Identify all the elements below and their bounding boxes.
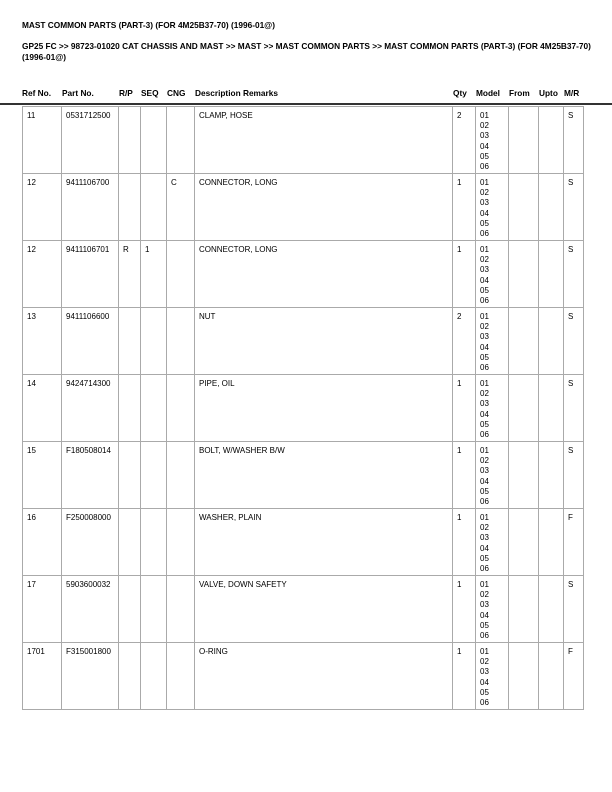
cell-part: 9411106600	[62, 308, 119, 375]
model-code: 03	[480, 399, 489, 409]
model-code: 02	[480, 657, 489, 667]
cell-part: F315001800	[62, 643, 119, 710]
column-header: Upto	[539, 88, 558, 98]
cell-mr: S	[564, 576, 584, 643]
cell-rp	[119, 174, 141, 241]
model-code: 06	[480, 497, 489, 507]
cell-cng	[167, 576, 195, 643]
table-row	[23, 107, 584, 174]
column-header: Model	[476, 88, 500, 98]
cell-seq	[141, 442, 167, 509]
cell-models	[476, 643, 509, 710]
model-code: 06	[480, 631, 489, 641]
cell-cng	[167, 107, 195, 174]
cell-seq	[141, 107, 167, 174]
cell-upto	[539, 308, 564, 375]
cell-desc: PIPE, OIL	[195, 375, 453, 442]
model-code: 04	[480, 141, 489, 151]
cell-seq	[141, 576, 167, 643]
cell-upto	[539, 107, 564, 174]
cell-desc: O-RING	[195, 643, 453, 710]
cell-ref: 14	[23, 375, 62, 442]
cell-ref: 13	[23, 308, 62, 375]
cell-ref: 11	[23, 107, 62, 174]
model-code: 06	[480, 698, 489, 708]
cell-cng	[167, 442, 195, 509]
column-header: M/R	[564, 88, 580, 98]
cell-ref: 17	[23, 576, 62, 643]
model-code: 02	[480, 523, 489, 533]
model-code: 06	[480, 229, 489, 239]
cell-qty: 1	[453, 174, 476, 241]
cell-cng	[167, 643, 195, 710]
cell-desc: NUT	[195, 308, 453, 375]
column-header: SEQ	[141, 88, 159, 98]
model-code: 01	[480, 513, 489, 522]
cell-models	[476, 442, 509, 509]
model-code: 04	[480, 342, 489, 352]
model-code: 03	[480, 667, 489, 677]
cell-seq	[141, 509, 167, 576]
cell-ref: 16	[23, 509, 62, 576]
cell-seq: 1	[141, 241, 167, 308]
model-code: 05	[480, 553, 489, 563]
column-header: CNG	[167, 88, 186, 98]
cell-mr: S	[564, 375, 584, 442]
cell-upto	[539, 375, 564, 442]
model-code: 03	[480, 198, 489, 208]
cell-part: F180508014	[62, 442, 119, 509]
cell-models	[476, 174, 509, 241]
model-code: 06	[480, 363, 489, 373]
cell-upto	[539, 442, 564, 509]
model-code: 05	[480, 352, 489, 362]
cell-upto	[539, 576, 564, 643]
cell-rp	[119, 509, 141, 576]
table-row	[23, 576, 584, 643]
model-code: 04	[480, 275, 489, 285]
cell-rp	[119, 107, 141, 174]
model-code: 01	[480, 379, 489, 388]
model-code: 04	[480, 476, 489, 486]
page-title: MAST COMMON PARTS (PART-3) (FOR 4M25B37-70) (1996-01@)	[22, 20, 276, 30]
model-code: 05	[480, 285, 489, 295]
column-header: From	[509, 88, 530, 98]
header-divider	[0, 103, 612, 105]
cell-desc: VALVE, DOWN SAFETY	[195, 576, 453, 643]
model-code: 04	[480, 208, 489, 218]
cell-rp	[119, 308, 141, 375]
model-code: 02	[480, 456, 489, 466]
cell-from	[509, 442, 539, 509]
cell-qty: 1	[453, 576, 476, 643]
cell-ref: 12	[23, 241, 62, 308]
cell-part: 9411106700	[62, 174, 119, 241]
cell-from	[509, 576, 539, 643]
cell-from	[509, 308, 539, 375]
cell-seq	[141, 375, 167, 442]
cell-rp	[119, 576, 141, 643]
breadcrumb: GP25 FC >> 98723-01020 CAT CHASSIS AND MAST >> MAST >> MAST COMMON PARTS >> MAST COMMON PARTS (PART-3) (FOR 4M25B37-70) (1996-01@)	[22, 41, 591, 62]
model-code: 03	[480, 131, 489, 141]
cell-part: F250008000	[62, 509, 119, 576]
model-code: 03	[480, 466, 489, 476]
cell-rp	[119, 442, 141, 509]
cell-models	[476, 509, 509, 576]
cell-ref: 12	[23, 174, 62, 241]
column-header: Part No.	[62, 88, 94, 98]
model-code: 05	[480, 620, 489, 630]
model-code: 04	[480, 610, 489, 620]
cell-rp	[119, 643, 141, 710]
model-code: 05	[480, 218, 489, 228]
model-code: 06	[480, 162, 489, 172]
cell-mr: S	[564, 107, 584, 174]
cell-upto	[539, 509, 564, 576]
cell-mr: S	[564, 308, 584, 375]
cell-models	[476, 241, 509, 308]
cell-qty: 2	[453, 308, 476, 375]
cell-qty: 1	[453, 375, 476, 442]
cell-upto	[539, 643, 564, 710]
cell-upto	[539, 174, 564, 241]
cell-seq	[141, 174, 167, 241]
model-code: 03	[480, 332, 489, 342]
model-code: 01	[480, 178, 489, 187]
cell-from	[509, 241, 539, 308]
cell-part: 5903600032	[62, 576, 119, 643]
model-code: 05	[480, 419, 489, 429]
model-code: 02	[480, 121, 489, 131]
cell-qty: 1	[453, 442, 476, 509]
table-row	[23, 375, 584, 442]
model-code: 06	[480, 296, 489, 306]
model-code: 03	[480, 265, 489, 275]
model-code: 01	[480, 446, 489, 455]
cell-from	[509, 107, 539, 174]
cell-cng: C	[167, 174, 195, 241]
cell-from	[509, 509, 539, 576]
cell-qty: 1	[453, 643, 476, 710]
model-code: 05	[480, 151, 489, 161]
model-code: 06	[480, 564, 489, 574]
parts-table	[22, 106, 584, 710]
cell-rp	[119, 375, 141, 442]
cell-cng	[167, 308, 195, 375]
model-code: 04	[480, 677, 489, 687]
cell-from	[509, 174, 539, 241]
table-row	[23, 308, 584, 375]
model-code: 01	[480, 312, 489, 321]
cell-cng	[167, 509, 195, 576]
model-code: 02	[480, 255, 489, 265]
cell-models	[476, 107, 509, 174]
cell-qty: 2	[453, 107, 476, 174]
cell-desc: CONNECTOR, LONG	[195, 241, 453, 308]
model-code: 01	[480, 647, 489, 656]
cell-mr: S	[564, 241, 584, 308]
model-code: 03	[480, 533, 489, 543]
model-code: 01	[480, 111, 489, 120]
cell-from	[509, 375, 539, 442]
model-code: 02	[480, 322, 489, 332]
column-header: Qty	[453, 88, 467, 98]
model-code: 05	[480, 687, 489, 697]
model-code: 03	[480, 600, 489, 610]
cell-seq	[141, 308, 167, 375]
model-code: 01	[480, 245, 489, 254]
cell-models	[476, 375, 509, 442]
cell-models	[476, 576, 509, 643]
cell-mr: S	[564, 174, 584, 241]
model-code: 04	[480, 543, 489, 553]
cell-from	[509, 643, 539, 710]
cell-desc: BOLT, W/WASHER B/W	[195, 442, 453, 509]
cell-seq	[141, 643, 167, 710]
table-row	[23, 241, 584, 308]
cell-mr: F	[564, 509, 584, 576]
model-code: 05	[480, 486, 489, 496]
cell-rp: R	[119, 241, 141, 308]
cell-qty: 1	[453, 509, 476, 576]
model-code: 02	[480, 188, 489, 198]
cell-cng	[167, 241, 195, 308]
cell-mr: F	[564, 643, 584, 710]
model-code: 04	[480, 409, 489, 419]
table-row	[23, 174, 584, 241]
table-row	[23, 509, 584, 576]
cell-cng	[167, 375, 195, 442]
table-row	[23, 442, 584, 509]
cell-part: 9411106701	[62, 241, 119, 308]
column-header: Description Remarks	[195, 88, 279, 98]
model-code: 06	[480, 430, 489, 440]
model-code: 02	[480, 590, 489, 600]
cell-models	[476, 308, 509, 375]
model-code: 02	[480, 389, 489, 399]
cell-desc: CLAMP, HOSE	[195, 107, 453, 174]
model-code: 01	[480, 580, 489, 589]
cell-desc: WASHER, PLAIN	[195, 509, 453, 576]
cell-ref: 1701	[23, 643, 62, 710]
cell-upto	[539, 241, 564, 308]
cell-qty: 1	[453, 241, 476, 308]
cell-ref: 15	[23, 442, 62, 509]
cell-desc: CONNECTOR, LONG	[195, 174, 453, 241]
cell-part: 9424714300	[62, 375, 119, 442]
column-header: R/P	[119, 88, 133, 98]
cell-part: 0531712500	[62, 107, 119, 174]
table-row	[23, 643, 584, 710]
column-header: Ref No.	[22, 88, 52, 98]
cell-mr: S	[564, 442, 584, 509]
